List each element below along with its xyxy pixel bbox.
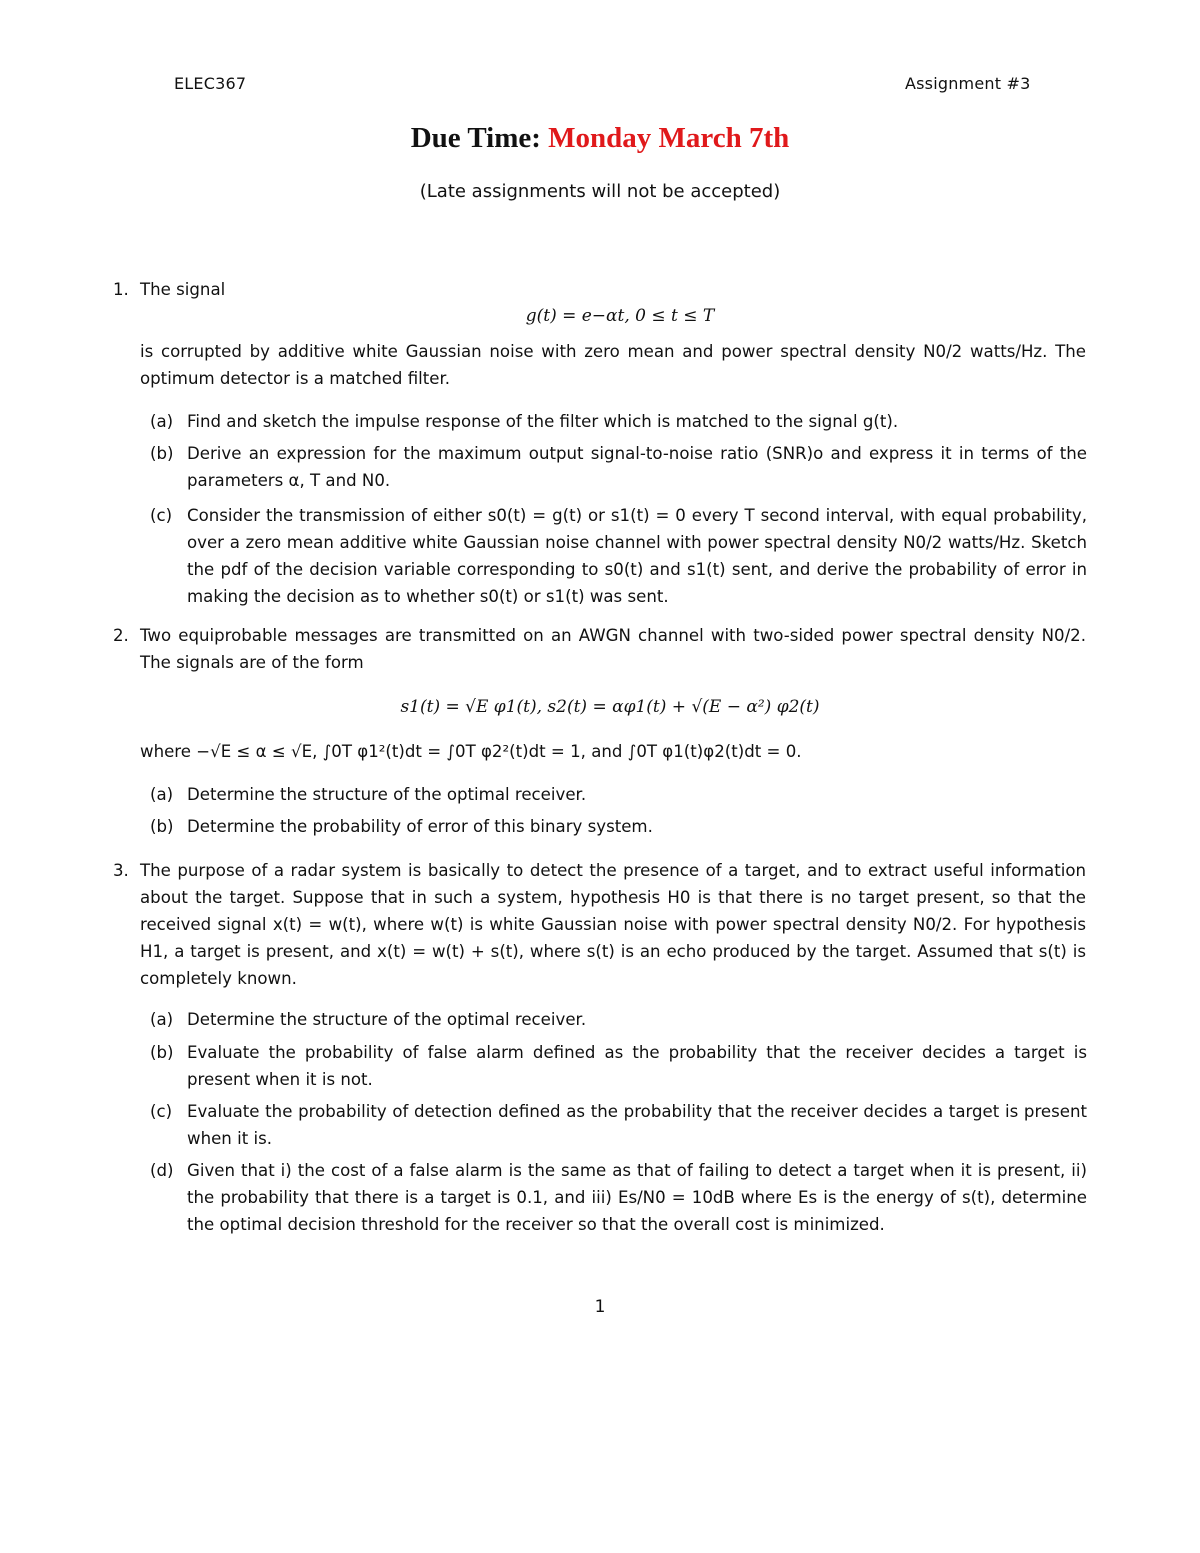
subpart-label: (b) <box>150 1043 174 1062</box>
question-number: 3. <box>113 861 129 880</box>
question-paragraph: Two equiprobable messages are transmitted on an AWGN channel with two-sided power spectral density N0/2. The signals are of the form <box>140 626 1086 672</box>
course-code: ELEC367 <box>174 74 247 93</box>
question-paragraph: is corrupted by additive white Gaussian noise with zero mean and power spectral density N0/2 watts/Hz. The optimum detector is a matched filter. <box>140 342 1086 388</box>
equation: s1(t) = √E φ1(t), s2(t) = αφ1(t) + √(E − α²) φ2(t) <box>400 697 820 717</box>
subpart-label: (d) <box>150 1161 174 1180</box>
question-number: 1. <box>113 280 129 299</box>
subpart-label: (a) <box>150 412 174 431</box>
subpart-label: (b) <box>150 817 174 836</box>
question-condition: where −√E ≤ α ≤ √E, ∫0T φ1²(t)dt = ∫0T φ2²(t)dt = 1, and ∫0T φ1(t)φ2(t)dt = 0. <box>140 742 802 761</box>
subpart-label: (c) <box>150 506 173 525</box>
subpart-text: Consider the transmission of either s0(t) = g(t) or s1(t) = 0 every T second interval, with equal probability, over a zero mean additive white Gaussian noise channel with power spectral density N0/2 watts/Hz. Sketch the pdf of the decision variable corresponding to s0(t) and s1(t) sent, and derive the probability of error in making the decision as to whether s0(t) or s1(t) was sent. <box>187 506 1087 606</box>
subpart-label: (a) <box>150 785 174 804</box>
subpart-text: Evaluate the probability of false alarm defined as the probability that the receiver decides a target is present when it is not. <box>187 1043 1087 1089</box>
due-date: Monday March 7th <box>548 122 790 154</box>
subpart-text: Determine the structure of the optimal receiver. <box>187 1010 587 1029</box>
equation: g(t) = e−αt, 0 ≤ t ≤ T <box>525 306 715 326</box>
question-number: 2. <box>113 626 129 645</box>
subpart-label: (b) <box>150 444 174 463</box>
subpart-text: Given that i) the cost of a false alarm is the same as that of failing to detect a target when it is present, ii) the probability that there is a target is 0.1, and iii) Es/N0 = 10dB where Es is the energy of s(t), determine the optimal decision threshold for the receiver so that the overall cost is minimized. <box>187 1161 1087 1234</box>
subpart-text: Derive an expression for the maximum output signal-to-noise ratio (SNR)o and express it in terms of the parameters α, T and N0. <box>187 444 1087 490</box>
subpart-label: (a) <box>150 1010 174 1029</box>
late-notice: (Late assignments will not be accepted) <box>419 181 781 202</box>
subpart-label: (c) <box>150 1102 173 1121</box>
question-paragraph: The purpose of a radar system is basically to detect the presence of a target, and to extract useful information about the target. Suppose that in such a system, hypothesis H0 is that there is no target present, so that the received signal x(t) = w(t), where w(t) is white Gaussian noise with power spectral density N0/2. For hypothesis H1, a target is present, and x(t) = w(t) + s(t), where s(t) is an echo produced by the target. Assumed that s(t) is completely known. <box>140 861 1086 988</box>
subpart-text: Determine the structure of the optimal receiver. <box>187 785 587 804</box>
page-number: 1 <box>594 1297 606 1317</box>
subpart-text: Find and sketch the impulse response of the filter which is matched to the signal g(t). <box>187 412 899 431</box>
subpart-text: Determine the probability of error of this binary system. <box>187 817 653 836</box>
title-prefix: Due Time: <box>410 122 541 154</box>
question-intro: The signal <box>140 280 226 299</box>
page-title <box>0 122 1200 155</box>
assignment-label: Assignment #3 <box>905 74 1031 93</box>
subpart-text: Evaluate the probability of detection defined as the probability that the receiver decides a target is present when it is. <box>187 1102 1087 1148</box>
